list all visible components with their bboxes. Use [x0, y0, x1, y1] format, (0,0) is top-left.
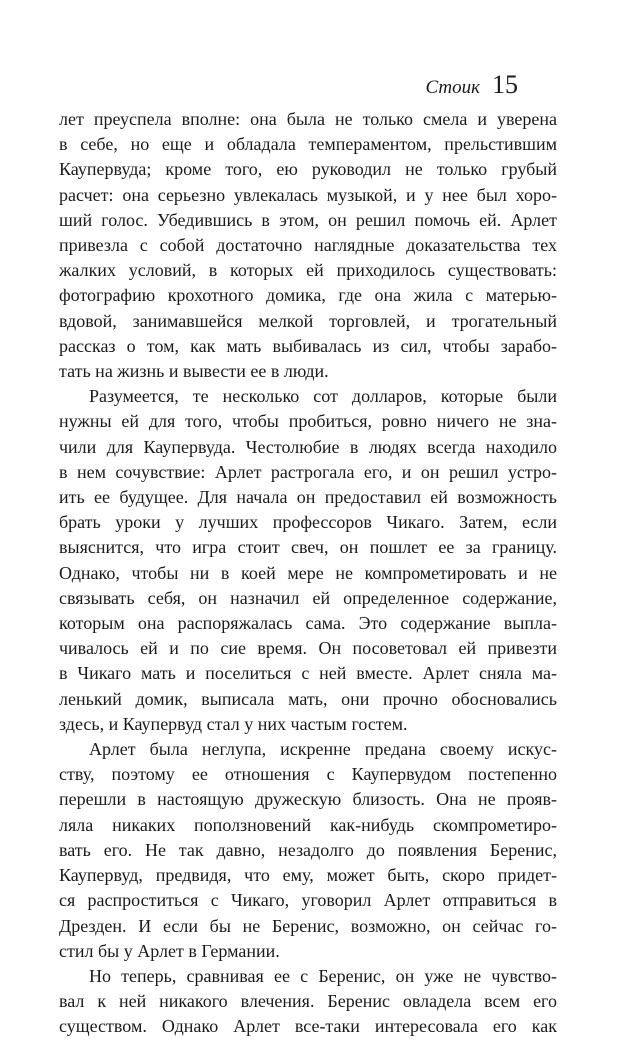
text-line: существом. Однако Арлет все-таки интересовала его как [59, 1016, 557, 1037]
text-line: фотографию крохотного домика, где она жила с матерью- [59, 285, 557, 306]
text-line: нужны ей для того, чтобы пробиться, ровно ничего не зна- [59, 411, 557, 432]
text-line: выяснится, что игра стоит свеч, он пошлет ее за границу. [59, 537, 557, 558]
text-line: ленький домик, выписала мать, они прочно обосновались [59, 688, 557, 709]
body-text [59, 107, 557, 1040]
text-line: ству, поэтому ее отношения с Каупервудом постепенно [59, 764, 557, 785]
running-head [425, 70, 518, 100]
text-line: вать его. Не так давно, незадолго до появления Беренис, [59, 839, 557, 860]
text-line: ся распроститься с Чикаго, уговорил Арлет отправиться в [59, 890, 557, 911]
text-line: Но теперь, сравнивая ее с Беренис, он уже не чувство- [89, 965, 557, 986]
text-line: в Чикаго мать и поселиться с ней вместе. Арлет сняла ма- [59, 663, 557, 684]
text-line: вал к ней никакого влечения. Беренис овладела всем его [59, 991, 557, 1012]
text-line: Однако, чтобы ни в коей мере не компрометировать и не [59, 562, 557, 583]
text-line: рассказ о том, как мать выбивалась из сил, чтобы зарабо- [59, 335, 557, 356]
text-line: перешли в настоящую дружескую близость. Она не прояв- [59, 789, 557, 810]
text-line: Разумеется, те несколько сот долларов, которые были [89, 386, 557, 407]
text-line: связывать себя, он назначил ей определенное содержание, [59, 587, 557, 608]
text-line: тать на жизнь и вывести ее в люди. [59, 361, 329, 382]
paragraph [59, 964, 557, 1040]
text-line: ить ее будущее. Для начала он предоставил ей возможность [59, 487, 557, 508]
text-line: Каупервуда; кроме того, ею руководил не только грубый [59, 159, 557, 180]
text-line: чили для Каупервуда. Честолюбие в людях всегда находило [59, 436, 557, 457]
paragraph [59, 737, 557, 964]
text-line: в себе, но еще и обладала темпераментом, прельстившим [59, 134, 557, 155]
text-line: в нем сочувствие: Арлет растрогала его, и он решил устро- [59, 461, 557, 482]
text-line: которым она распоряжалась сама. Это содержание выпла- [59, 613, 557, 634]
page-number: 15 [492, 70, 518, 99]
text-line: расчет: она серьезно увлекалась музыкой, и у нее был хоро- [59, 184, 557, 205]
text-line: Каупервуд, предвидя, что ему, может быть, скоро придет- [59, 865, 557, 886]
text-line: Арлет была неглупа, искренне предана своему искус- [89, 739, 557, 760]
text-line: стил бы у Арлет в Германии. [59, 940, 280, 961]
text-line: вдовой, занимавшейся мелкой торговлей, и трогательный [59, 310, 557, 331]
text-line: чивалось ей и по сие время. Он посоветовал ей привезти [59, 638, 557, 659]
text-line: здесь, и Каупервуд стал у них частым гостем. [59, 713, 408, 734]
paragraph [59, 384, 557, 737]
paragraph [59, 107, 557, 384]
running-head-title: Стоик [425, 77, 480, 98]
text-line: ляла никаких поползновений как-нибудь скомпрометиро- [59, 814, 557, 835]
text-line: Дрезден. И если бы не Беренис, возможно, он сейчас го- [59, 915, 557, 936]
text-line: привезла с собой достаточно наглядные доказательства тех [59, 235, 557, 256]
text-line: ший голос. Убедившись в этом, он решил помочь ей. Арлет [59, 209, 557, 230]
text-line: жалких условий, в которых ей приходилось существовать: [59, 260, 557, 281]
text-line: брать уроки у лучших профессоров Чикаго. Затем, если [59, 512, 557, 533]
text-line: лет преуспела вполне: она была не только смела и уверена [59, 109, 557, 129]
